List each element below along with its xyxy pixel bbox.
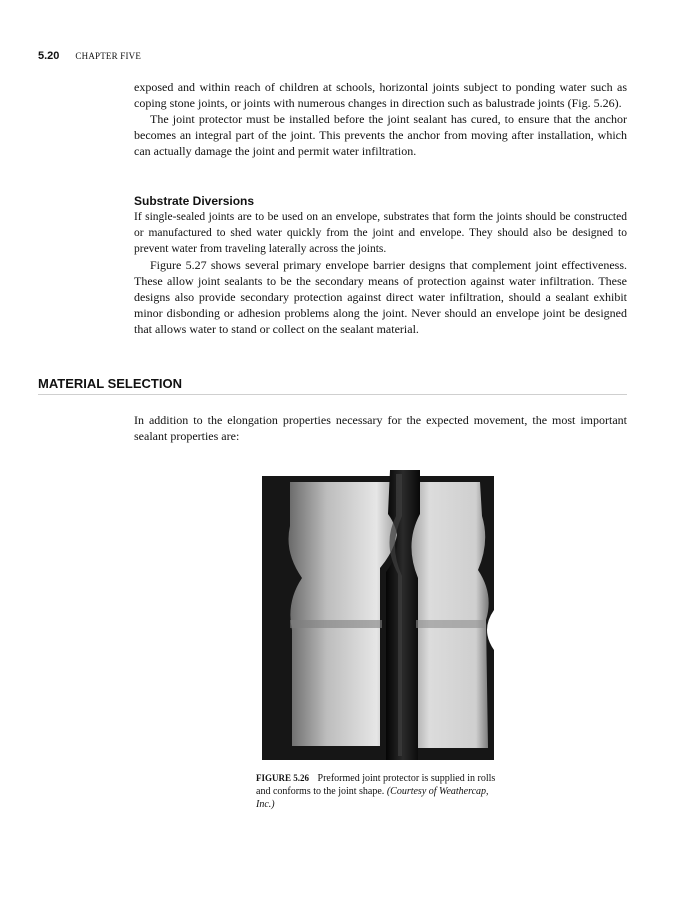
section-title: MATERIAL SELECTION <box>38 376 627 395</box>
caption-text: Preformed joint protector is supplied in rolls and conforms to the joint shape. <box>256 773 496 797</box>
intro-text <box>134 79 627 159</box>
material-text <box>134 412 627 444</box>
stone-ledge-right <box>416 620 486 628</box>
running-header <box>38 46 141 62</box>
substrate-section <box>134 193 627 337</box>
paragraph: Figure 5.27 shows several primary envelope barrier designs that complement joint effectiveness. These allow joint sealants to be the secondary means of protection against water infiltration. These designs also provide secondary protection against direct water infiltration, should a sealant exhibit minor disbonding or adhesion problems along the joint. Never should an envelope joint be designed that allows water to stand or collect on the sealant material. <box>134 258 627 336</box>
joint-protector-photo <box>256 470 502 768</box>
paragraph: If single-sealed joints are to be used on an envelope, substrates that form the joints should be constructed or manufactured to shed water quickly from the joint and envelope. They should also be designed to prevent water from traveling laterally across the joints. <box>134 211 627 255</box>
paragraph: exposed and within reach of children at schools, horizontal joints subject to ponding water such as coping stone joints, or joints with numerous changes in direction such as balustrade joints (Fig. 5.26). <box>134 80 627 110</box>
chapter-label: CHAPTER FIVE <box>75 51 142 61</box>
figure-label: FIGURE 5.26 <box>256 773 310 783</box>
caption-credit: (Courtesy of Weathercap, Inc.) <box>256 786 489 810</box>
joint-protector-band <box>386 470 420 760</box>
stone-ledge-left <box>290 620 382 628</box>
paragraph: The joint protector must be installed before the joint sealant has cured, to ensure that the anchor becomes an integral part of the joint. This prevents the anchor from moving after installation, which can actually damage the joint and permit water infiltration. <box>134 112 627 158</box>
paragraph: In addition to the elongation properties necessary for the expected movement, the most important sealant properties are: <box>134 413 627 443</box>
page-number: 5.20 <box>38 50 60 62</box>
figure-caption <box>256 772 506 811</box>
section-subheading: Substrate Diversions <box>134 194 255 208</box>
